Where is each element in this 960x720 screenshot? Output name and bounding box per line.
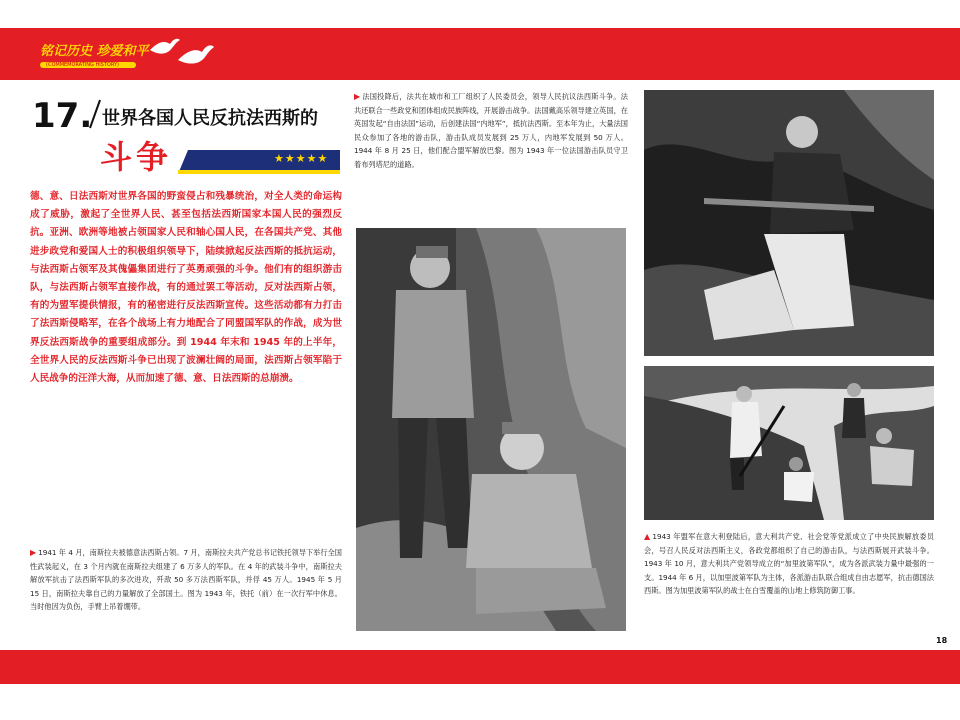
caption-right-text: 1943 年盟军在意大利登陆后，意大利共产党、社会党等党派成立了中央民族解放委员会，号召人民反对法西斯主义，各政党都组织了自己的游击队，与法西斯展开武装斗争。1943 年 10 月，意大利共产党领导成立的“加里波第军队”，成为各派武装力量中最强的一支。1944 年 6 月，以加里波第军队为主体，各派游击队联合组成自由志愿军，抗击德国法西斯。图为加里波第军队的战士在白雪覆盖的山地上修筑防御工事。: [644, 532, 934, 596]
photo-bottom-right: [644, 366, 934, 520]
dove-icon: [176, 42, 216, 68]
logo-subtitle: (COMMEMORATING HISTORY): [40, 62, 136, 68]
photo-middle: [356, 228, 626, 631]
series-logo: [40, 36, 220, 74]
italian-partisans-photo: [644, 366, 934, 520]
article-title-line2: 斗争: [100, 138, 173, 176]
caption-middle-text: 法国投降后，法共在城市和工厂组织了人民委员会，领导人民抗议法西斯斗争。法共还联合一些政党和团体组成民族阵线，开展游击战争。法国戴高乐领导建立英国，在英国发起“自由法国”运动，后创建法国“内地军”，抵抗法西斯。至本年为止，大量法国民众参加了各地的游击队，游击队成员发展到 25 万人，内地军发展到 50 万人。1944 年 8 月 25 日，他们配合盟军解放巴黎。图为 1943 年一位法国游击队员守卫着布列塔尼的道路。: [354, 92, 628, 169]
photo-top-right: [644, 90, 934, 356]
caption-left: [30, 546, 342, 614]
caption-marker-icon: ▶: [30, 548, 37, 557]
caption-left-text: 1941 年 4 月，南斯拉夫被德意法西斯占领。7 月，南斯拉夫共产党总书记铁托领导下举行全国性武装起义，在 3 个月内就在南斯拉夫组建了 6 万多人的军队。在 4 年的武装斗争中，南斯拉夫解放军抗击了法西斯军队的多次进攻，歼敌 50 多万法西斯军队，并俘 45 万人。1945 年 5 月 15 日，南斯拉夫靠自己的力量解放了全部国土。图为 1943 年，铁托（前）在一次行军中休息。当时他因为负伤，手臂上吊着绷带。: [30, 548, 342, 612]
caption-marker-icon: ▶: [354, 92, 361, 101]
article-title-line1: 世界各国人民反抗法西斯的: [102, 108, 318, 129]
caption-right: [644, 530, 934, 598]
title-slash: [88, 96, 102, 132]
caption-marker-icon: ▲: [644, 532, 651, 541]
article-intro: 德、意、日法西斯对世界各国的野蛮侵占和残暴统治，对全人类的命运构成了威胁，激起了全世界人民、甚至包括法西斯国家本国人民的强烈反抗。亚洲、欧洲等地被占领国家人民和轴心国人民，在各国共产党、其他进步政党和爱国人士的积极组织领导下，陆续掀起反法西斯的抵抗运动，与法西斯占领军及其傀儡集团进行了英勇顽强的斗争。他们有的组织游击队，与法西斯占领军直接作战，有的通过罢工等活动，反对法西斯占领，有的为盟军提供情报，有的秘密进行反法西斯宣传。这些活动都有力打击了法西斯侵略军，在各个战场上有力地配合了同盟国军队的作战，成为世界反法西斯战争的重要组成部分。到 1944 年末和 1945 年的上半年，全世界人民的反法西斯斗争已出现了波澜壮阔的局面，法西斯占领军陷于人民战争的汪洋大海，从而加速了德、意、日法西斯的总崩溃。: [30, 191, 342, 385]
title-stars: ★★★★★: [274, 152, 329, 165]
logo-text: 铭记历史 珍爱和平: [40, 44, 149, 59]
article-number: 17.: [32, 96, 93, 136]
french-partisan-photo: [644, 90, 934, 356]
footer-band: [0, 650, 960, 684]
tito-resting-photo: [356, 228, 626, 631]
caption-middle: [354, 90, 628, 172]
page-number: 18: [936, 636, 948, 645]
